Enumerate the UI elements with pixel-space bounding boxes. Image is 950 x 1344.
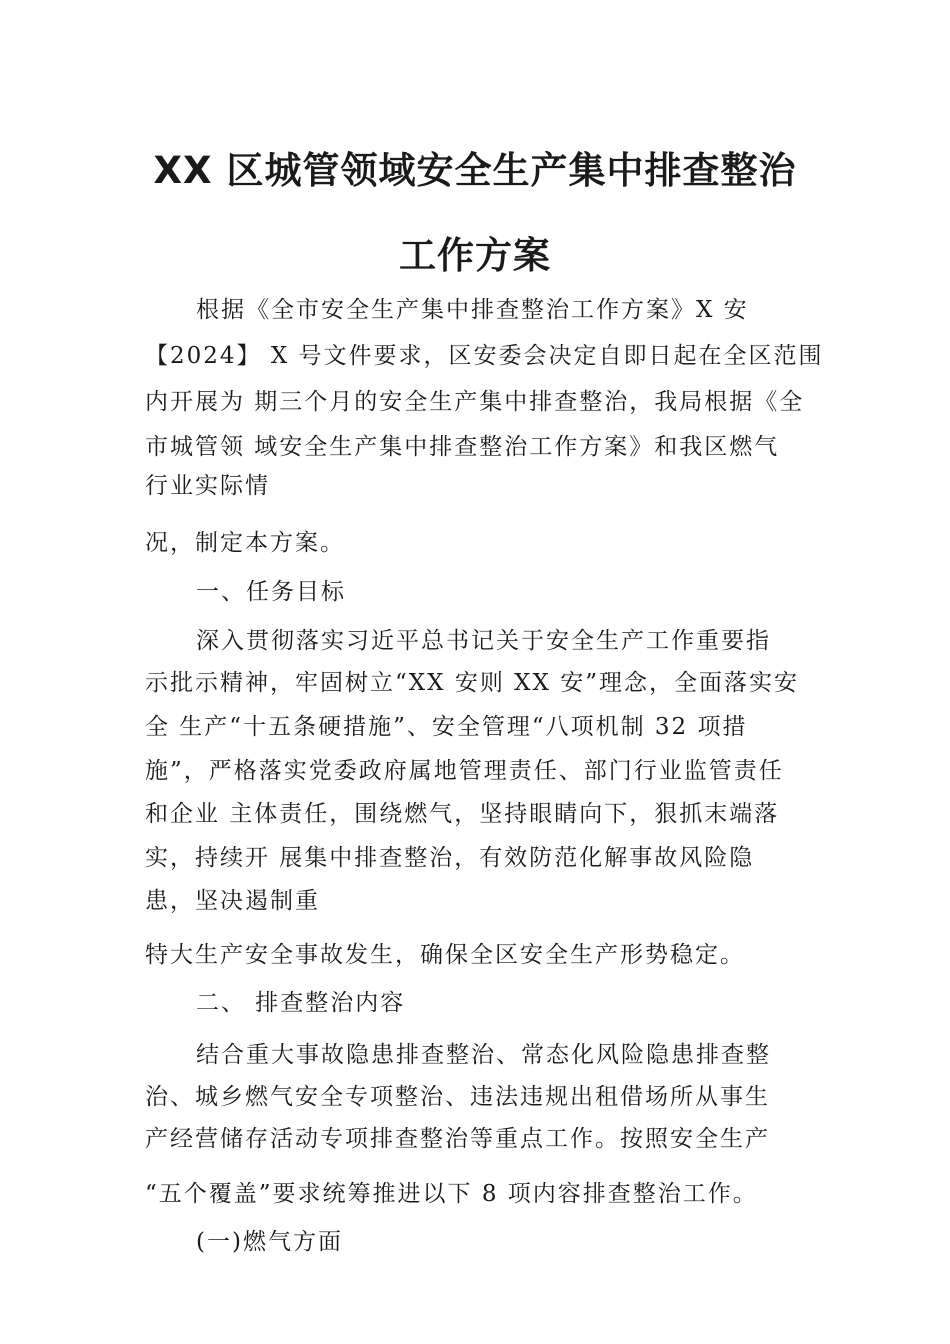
paragraph-line: 特大生产安全事故发生，确保全区安全生产形势稳定。 xyxy=(145,942,745,968)
document-title-line-1: XX 区城管领域安全生产集中排查整治 xyxy=(153,149,797,192)
paragraph-line: 深入贯彻落实习近平总书记关于安全生产工作重要指 xyxy=(196,628,771,654)
paragraph-line: 行业实际情 xyxy=(145,473,270,499)
paragraph-line: 市城管领 域安全生产集中排查整治工作方案》和我区燃气 xyxy=(145,434,780,460)
paragraph-line: 和企业 主体责任，围绕燃气，坚持眼睛向下，狠抓末端落 xyxy=(145,801,780,827)
paragraph-line: “五个覆盖”要求统筹推进以下 8 项内容排查整治工作。 xyxy=(145,1181,758,1207)
paragraph-line: 况，制定本方案。 xyxy=(145,530,345,556)
paragraph-line: 实，持续开 展集中排查整治，有效防范化解事故风险隐 xyxy=(145,845,755,871)
subsection-heading: (一)燃气方面 xyxy=(196,1229,343,1255)
paragraph-line: 产经营储存活动专项排查整治等重点工作。按照安全生产 xyxy=(145,1126,770,1152)
paragraph-line: 患，坚决遏制重 xyxy=(145,888,320,914)
paragraph-line: 施”，严格落实党委政府属地管理责任、部门行业监管责任 xyxy=(145,758,784,784)
paragraph-line: 根据《全市安全生产集中排查整治工作方案》X 安 xyxy=(196,297,749,323)
paragraph-line: 【2024】 X 号文件要求，区安委会决定自即日起在全区范围 xyxy=(145,343,824,369)
paragraph-line: 内开展为 期三个月的安全生产集中排查整治，我局根据《全 xyxy=(145,389,805,415)
document-title-line-2: 工作方案 xyxy=(399,234,551,277)
paragraph-line: 结合重大事故隐患排查整治、常态化风险隐患排查整 xyxy=(196,1042,771,1068)
paragraph-line: 治、城乡燃气安全专项整治、违法违规出租借场所从事生 xyxy=(145,1084,770,1110)
section-heading: 二、 排查整治内容 xyxy=(196,990,406,1016)
section-heading: 一、任务目标 xyxy=(196,579,346,605)
paragraph-line: 示批示精神，牢固树立“XX 安则 XX 安”理念，全面落实安 xyxy=(145,670,799,696)
paragraph-line: 全 生产“十五条硬措施”、安全管理“八项机制 32 项措 xyxy=(145,714,748,740)
